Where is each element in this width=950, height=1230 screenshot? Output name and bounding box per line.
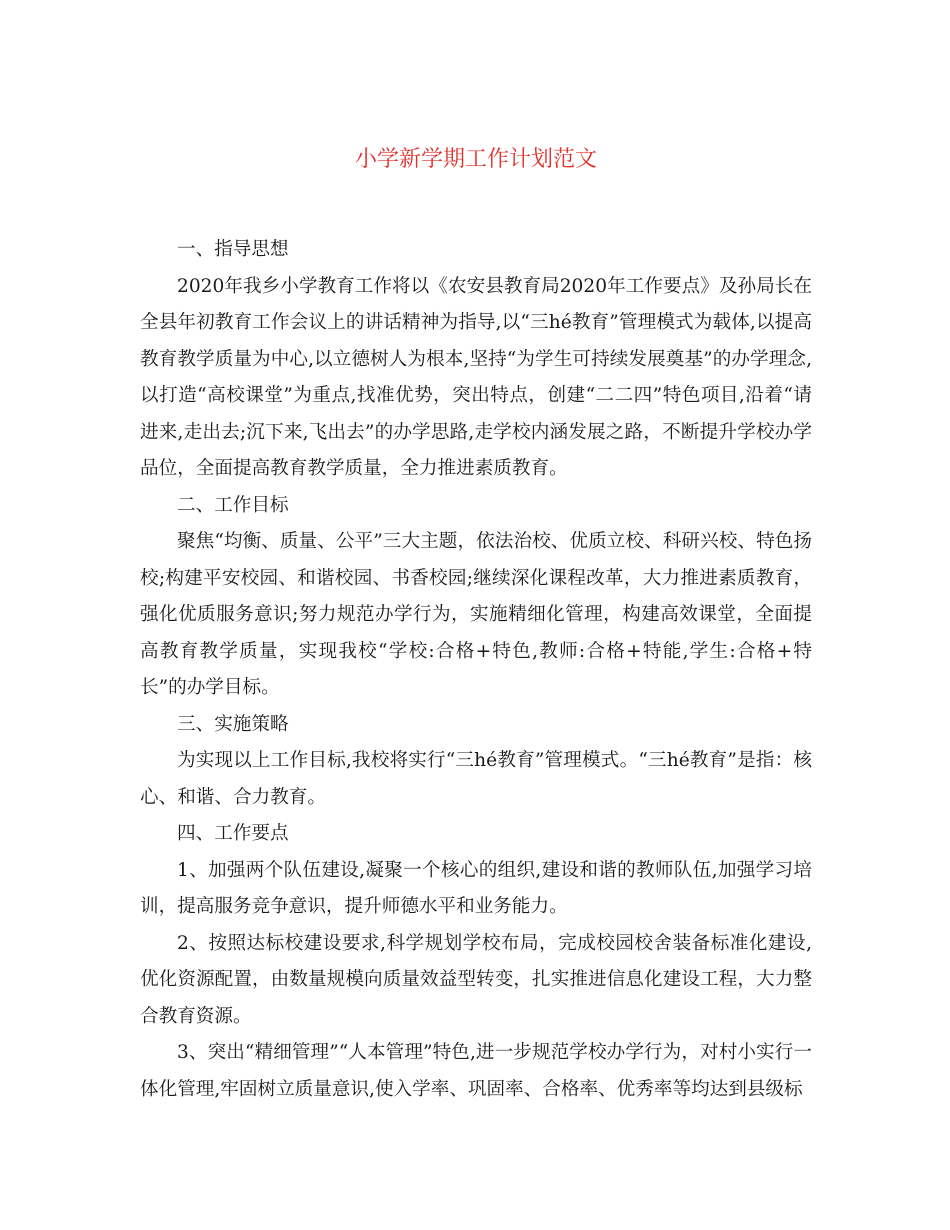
paragraph-strategy: 为实现以上工作目标,我校将实行“三hé教育”管理模式。“三hé教育”是指：核心、和谐、合力教育。 <box>140 750 812 808</box>
paragraph-work-point-3: 3、突出“精细管理”“人本管理”特色,进一步规范学校办学行为，对村小实行一体化管理,牢固树立质量意识,使入学率、巩固率、合格率、优秀率等均达到县级标 <box>140 1042 812 1100</box>
paragraph-guiding-ideology: 2020年我乡小学教育工作将以《农安县教育局2020年工作要点》及孙局长在全县年初教育工作会议上的讲话精神为指导,以“三hé教育”管理模式为载体,以提高教育教学质量为中心,以立德树人为根本,坚持“为学生可持续发展奠基”的办学理念,以打造“高校课堂”为重点,找准优势，突出特点，创建“二二四”特色项目,沿着“请进来,走出去;沉下来,飞出去”的办学思路,走学校内涵发展之路，不断提升学校办学品位，全面提高教育教学质量，全力推进素质教育。 <box>140 275 812 479</box>
document-page <box>140 140 812 1108</box>
section-heading-guiding-ideology: 一、指导思想 <box>177 239 289 260</box>
section-heading-strategy: 三、实施策略 <box>177 713 289 735</box>
section-heading-work-goals: 二、工作目标 <box>177 494 289 516</box>
paragraph-work-point-1: 1、加强两个队伍建设,凝聚一个核心的组织,建设和谐的教师队伍,加强学习培训，提高服务竞争意识，提升师德水平和业务能力。 <box>140 859 812 917</box>
section-heading-work-points: 四、工作要点 <box>177 823 289 844</box>
paragraph-work-point-2: 2、按照达标校建设要求,科学规划学校布局，完成校园校舍装备标准化建设,优化资源配置，由数量规模向质量效益型转变，扎实推进信息化建设工程，大力整合教育资源。 <box>140 932 812 1027</box>
paragraph-work-goals: 聚焦“均衡、质量、公平”三大主题，依法治校、优质立校、科研兴校、特色扬校;构建平安校园、和谐校园、书香校园;继续深化课程改革，大力推进素质教育，强化优质服务意识;努力规范办学行为，实施精细化管理，构建高效课堂，全面提高教育教学质量，实现我校“学校:合格+特色,教师:合格+特能,学生:合格+特长”的办学目标。 <box>140 531 812 698</box>
document-title: 小学新学期工作计划范文 <box>354 147 597 172</box>
